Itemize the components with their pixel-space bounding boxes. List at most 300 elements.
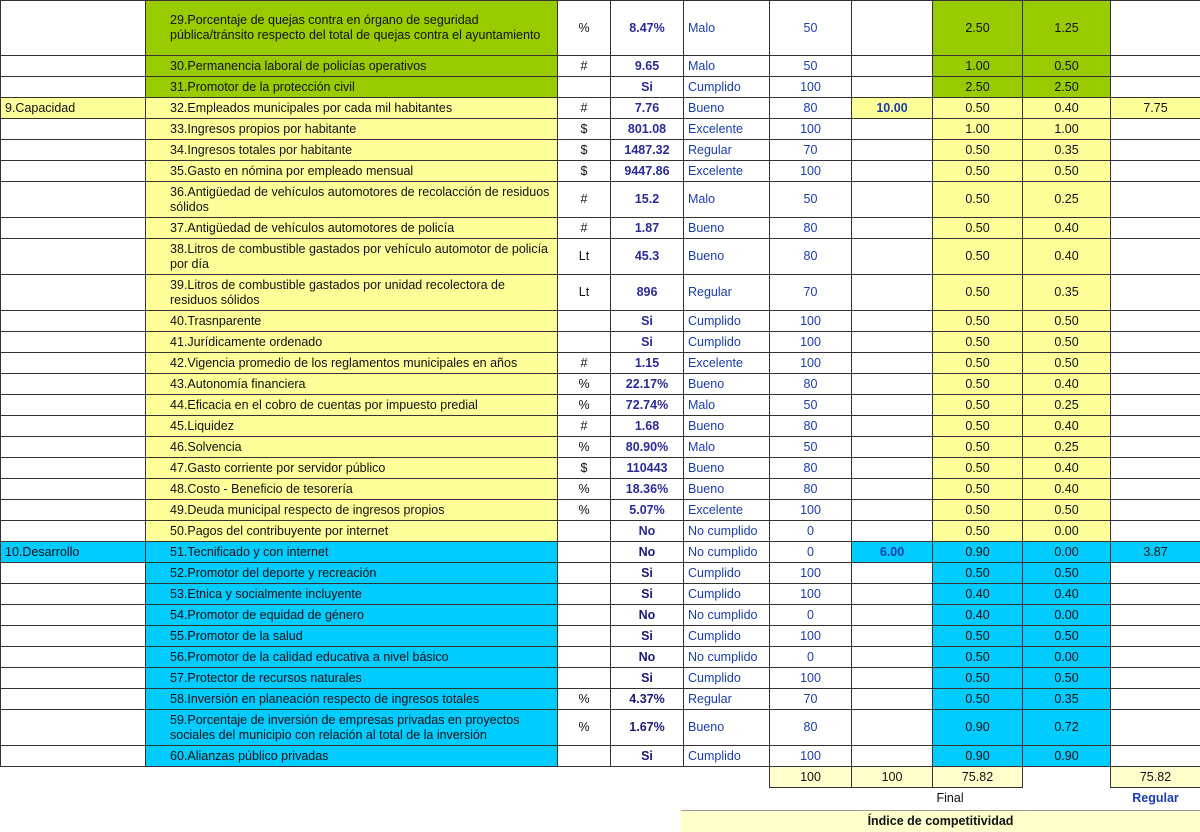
indicator-cell: 35.Gasto en nómina por empleado mensual [146, 161, 558, 182]
index-label: Índice de competitividad [868, 814, 1014, 828]
evaluation-cell: No cumplido [684, 605, 770, 626]
evaluation-cell: Malo [684, 437, 770, 458]
value-cell: 801.08 [611, 119, 684, 140]
unit-cell: % [558, 689, 611, 710]
indicator-cell: 39.Litros de combustible gastados por unidad recolectora de residuos sólidos [146, 275, 558, 311]
value-cell: 45.3 [611, 239, 684, 275]
weight-cell: 0.50 [933, 500, 1023, 521]
category-points-cell [852, 668, 933, 689]
category-total-cell [1111, 56, 1200, 77]
value-cell: Si [611, 746, 684, 767]
result-cell: 0.40 [1023, 458, 1111, 479]
indicator-cell: 37.Antigüedad de vehículos automotores de policía [146, 218, 558, 239]
category-total-cell [1111, 563, 1200, 584]
value-cell: 80.90% [611, 437, 684, 458]
category-total-cell [1111, 1, 1200, 56]
evaluation-cell: No cumplido [684, 647, 770, 668]
unit-cell [558, 311, 611, 332]
category-total-cell [1111, 275, 1200, 311]
final-rating: Regular [1111, 788, 1200, 809]
score-cell: 100 [770, 311, 852, 332]
evaluation-cell: Cumplido [684, 332, 770, 353]
table-row [1, 521, 1200, 542]
category-cell [1, 584, 146, 605]
table-row [1, 119, 1200, 140]
unit-cell: # [558, 56, 611, 77]
score-cell: 0 [770, 647, 852, 668]
table-row [1, 275, 1200, 311]
value-cell: 9.65 [611, 56, 684, 77]
weight-cell: 0.50 [933, 668, 1023, 689]
category-total-cell: 7.75 [1111, 98, 1200, 119]
category-points-cell [852, 521, 933, 542]
evaluation-cell: Regular [684, 689, 770, 710]
category-cell [1, 182, 146, 218]
table-row [1, 353, 1200, 374]
evaluation-cell: Bueno [684, 98, 770, 119]
score-cell: 0 [770, 605, 852, 626]
indicator-cell: 42.Vigencia promedio de los reglamentos municipales en años [146, 353, 558, 374]
score-cell: 80 [770, 458, 852, 479]
table-row [1, 542, 1200, 563]
result-cell: 0.40 [1023, 416, 1111, 437]
unit-cell [558, 626, 611, 647]
indicator-cell: 48.Costo - Beneficio de tesorería [146, 479, 558, 500]
weight-cell: 0.40 [933, 584, 1023, 605]
indicator-cell: 46.Solvencia [146, 437, 558, 458]
category-points-cell [852, 353, 933, 374]
category-points-cell [852, 161, 933, 182]
unit-cell [558, 647, 611, 668]
value-cell: 18.36% [611, 479, 684, 500]
table-row [1, 161, 1200, 182]
table-row [1, 182, 1200, 218]
evaluation-cell: Cumplido [684, 668, 770, 689]
table-row [1, 647, 1200, 668]
score-cell: 100 [770, 584, 852, 605]
result-cell: 0.50 [1023, 626, 1111, 647]
category-total-cell [1111, 182, 1200, 218]
value-cell: Si [611, 668, 684, 689]
result-cell: 0.35 [1023, 140, 1111, 161]
category-cell: 10.Desarrollo [1, 542, 146, 563]
category-points-cell [852, 626, 933, 647]
value-cell: Si [611, 584, 684, 605]
table-row [1, 500, 1200, 521]
score-cell: 80 [770, 374, 852, 395]
category-points-cell [852, 746, 933, 767]
category-total-cell [1111, 77, 1200, 98]
weight-cell: 0.50 [933, 521, 1023, 542]
score-cell: 100 [770, 626, 852, 647]
score-cell: 70 [770, 275, 852, 311]
unit-cell [558, 668, 611, 689]
category-points-cell [852, 140, 933, 161]
table-row [1, 668, 1200, 689]
table-row [1, 77, 1200, 98]
unit-cell: % [558, 1, 611, 56]
weight-cell: 1.00 [933, 119, 1023, 140]
value-cell: No [611, 605, 684, 626]
result-cell: 1.00 [1023, 119, 1111, 140]
unit-cell [558, 563, 611, 584]
category-points-cell [852, 275, 933, 311]
weight-cell: 0.90 [933, 746, 1023, 767]
category-total-cell [1111, 119, 1200, 140]
evaluation-cell: Bueno [684, 416, 770, 437]
table-row [1, 458, 1200, 479]
indicator-cell: 33.Ingresos propios por habitante [146, 119, 558, 140]
table-row [1, 437, 1200, 458]
unit-cell: # [558, 218, 611, 239]
evaluation-cell: Cumplido [684, 311, 770, 332]
value-cell: Si [611, 77, 684, 98]
evaluation-cell: Malo [684, 1, 770, 56]
table-row [1, 416, 1200, 437]
score-cell: 100 [770, 746, 852, 767]
category-total-cell [1111, 647, 1200, 668]
category-cell [1, 1, 146, 56]
unit-cell: % [558, 374, 611, 395]
value-cell: 1.67% [611, 710, 684, 746]
evaluation-cell: Malo [684, 395, 770, 416]
unit-cell [558, 542, 611, 563]
result-cell: 0.25 [1023, 395, 1111, 416]
category-total-cell [1111, 161, 1200, 182]
result-cell: 0.40 [1023, 239, 1111, 275]
evaluation-cell: Excelente [684, 161, 770, 182]
evaluation-cell: Bueno [684, 479, 770, 500]
indicator-cell: 51.Tecnificado y con internet [146, 542, 558, 563]
value-cell: 1.15 [611, 353, 684, 374]
category-cell [1, 140, 146, 161]
category-total-cell [1111, 668, 1200, 689]
evaluation-cell: Malo [684, 56, 770, 77]
weight-cell: 0.50 [933, 332, 1023, 353]
category-total-cell [1111, 416, 1200, 437]
category-cell [1, 218, 146, 239]
unit-cell [558, 584, 611, 605]
value-cell: 15.2 [611, 182, 684, 218]
category-points-cell [852, 56, 933, 77]
indicator-cell: 57.Protector de recursos naturales [146, 668, 558, 689]
unit-cell: $ [558, 140, 611, 161]
result-cell: 0.00 [1023, 647, 1111, 668]
evaluation-cell: Bueno [684, 458, 770, 479]
category-cell [1, 353, 146, 374]
result-cell: 0.40 [1023, 218, 1111, 239]
indicator-cell: 59.Porcentaje de inversión de empresas privadas en proyectos sociales del municipio con relación al total de la inversión [146, 710, 558, 746]
evaluation-cell: Cumplido [684, 746, 770, 767]
weight-cell: 0.50 [933, 182, 1023, 218]
result-cell: 0.50 [1023, 311, 1111, 332]
unit-cell: Lt [558, 239, 611, 275]
result-cell: 0.50 [1023, 353, 1111, 374]
indicator-cell: 40.Trasnparente [146, 311, 558, 332]
category-cell [1, 161, 146, 182]
weight-cell: 0.50 [933, 416, 1023, 437]
category-points-cell [852, 479, 933, 500]
unit-cell: # [558, 182, 611, 218]
category-total-cell [1111, 353, 1200, 374]
category-points-cell [852, 710, 933, 746]
evaluation-cell: Malo [684, 182, 770, 218]
final-total: 75.82 [1111, 767, 1200, 788]
unit-cell: % [558, 437, 611, 458]
category-cell [1, 239, 146, 275]
result-cell: 0.35 [1023, 275, 1111, 311]
indicator-cell: 50.Pagos del contribuyente por internet [146, 521, 558, 542]
weight-cell: 0.50 [933, 239, 1023, 275]
category-points-cell [852, 332, 933, 353]
result-cell: 0.25 [1023, 437, 1111, 458]
category-total-cell [1111, 437, 1200, 458]
category-total-cell [1111, 311, 1200, 332]
category-total-cell [1111, 239, 1200, 275]
value-cell: 1.87 [611, 218, 684, 239]
score-cell: 80 [770, 416, 852, 437]
indicator-cell: 36.Antigüedad de vehículos automotores de recolacción de residuos sólidos [146, 182, 558, 218]
score-cell: 80 [770, 479, 852, 500]
category-cell [1, 416, 146, 437]
category-cell [1, 710, 146, 746]
unit-cell: % [558, 500, 611, 521]
category-total-cell [1111, 521, 1200, 542]
category-total-cell [1111, 479, 1200, 500]
category-total-cell [1111, 710, 1200, 746]
value-cell: Si [611, 311, 684, 332]
score-cell: 100 [770, 332, 852, 353]
category-total-cell [1111, 584, 1200, 605]
result-cell: 0.50 [1023, 500, 1111, 521]
table-row [1, 584, 1200, 605]
unit-cell [558, 332, 611, 353]
category-points-cell [852, 605, 933, 626]
category-total-cell [1111, 500, 1200, 521]
category-total-cell [1111, 140, 1200, 161]
evaluation-cell: No cumplido [684, 521, 770, 542]
result-cell: 0.00 [1023, 542, 1111, 563]
category-cell [1, 689, 146, 710]
result-cell: 0.50 [1023, 563, 1111, 584]
result-cell: 0.00 [1023, 605, 1111, 626]
unit-cell: $ [558, 161, 611, 182]
indicator-cell: 58.Inversión en planeación respecto de ingresos totales [146, 689, 558, 710]
weight-cell: 0.50 [933, 437, 1023, 458]
unit-cell: $ [558, 119, 611, 140]
value-cell: 5.07% [611, 500, 684, 521]
category-points-cell [852, 1, 933, 56]
unit-cell: Lt [558, 275, 611, 311]
unit-cell: $ [558, 458, 611, 479]
result-cell: 0.50 [1023, 332, 1111, 353]
indicator-cell: 44.Eficacia en el cobro de cuentas por impuesto predial [146, 395, 558, 416]
category-total-cell [1111, 332, 1200, 353]
weight-cell: 0.50 [933, 479, 1023, 500]
category-points-cell [852, 374, 933, 395]
table-row [1, 140, 1200, 161]
footer-empty [1, 767, 146, 788]
category-cell [1, 500, 146, 521]
value-cell: Si [611, 563, 684, 584]
table-row [1, 98, 1200, 119]
weight-cell: 0.50 [933, 161, 1023, 182]
table-row [1, 710, 1200, 746]
weight-cell: 0.50 [933, 374, 1023, 395]
score-cell: 80 [770, 710, 852, 746]
value-cell: 896 [611, 275, 684, 311]
indicator-cell: 53.Etnica y socialmente incluyente [146, 584, 558, 605]
result-cell: 0.40 [1023, 584, 1111, 605]
table-footer [1, 767, 1200, 809]
category-cell [1, 77, 146, 98]
result-cell: 0.90 [1023, 746, 1111, 767]
category-cell [1, 626, 146, 647]
category-cell [1, 311, 146, 332]
indicator-cell: 29.Porcentaje de quejas contra en órgano de seguridad pública/tránsito respecto del total de quejas contra el ayuntamiento [146, 1, 558, 56]
score-cell: 80 [770, 98, 852, 119]
indicator-cell: 52.Promotor del deporte y recreación [146, 563, 558, 584]
category-points-cell [852, 182, 933, 218]
category-points-cell [852, 239, 933, 275]
value-cell: 7.76 [611, 98, 684, 119]
result-total: 75.82 [933, 767, 1023, 788]
result-cell: 0.40 [1023, 479, 1111, 500]
category-points-cell [852, 647, 933, 668]
result-cell: 0.72 [1023, 710, 1111, 746]
value-cell: 22.17% [611, 374, 684, 395]
table-row [1, 479, 1200, 500]
indicator-cell: 54.Promotor de equidad de género [146, 605, 558, 626]
indicator-cell: 55.Promotor de la salud [146, 626, 558, 647]
category-cell [1, 479, 146, 500]
category-total-cell [1111, 374, 1200, 395]
weight-cell: 0.50 [933, 458, 1023, 479]
category-points-cell: 6.00 [852, 542, 933, 563]
category-points-cell [852, 311, 933, 332]
table-row [1, 332, 1200, 353]
value-cell: 1487.32 [611, 140, 684, 161]
table-row [1, 56, 1200, 77]
score-cell: 80 [770, 239, 852, 275]
score-cell: 0 [770, 542, 852, 563]
weight-cell: 2.50 [933, 77, 1023, 98]
table-row [1, 689, 1200, 710]
indicator-cell: 56.Promotor de la calidad educativa a nivel básico [146, 647, 558, 668]
evaluation-cell: Regular [684, 275, 770, 311]
table-body [1, 1, 1200, 767]
category-cell [1, 605, 146, 626]
evaluation-cell: No cumplido [684, 542, 770, 563]
category-total-cell [1111, 395, 1200, 416]
evaluation-cell: Cumplido [684, 626, 770, 647]
value-cell: No [611, 521, 684, 542]
table-row [1, 1, 1200, 56]
weight-cell: 0.90 [933, 542, 1023, 563]
value-cell: No [611, 542, 684, 563]
category-total-cell [1111, 689, 1200, 710]
category-points-cell [852, 395, 933, 416]
unit-cell [558, 605, 611, 626]
result-cell: 0.25 [1023, 182, 1111, 218]
value-cell: Si [611, 626, 684, 647]
evaluation-cell: Excelente [684, 119, 770, 140]
score-cell: 80 [770, 218, 852, 239]
category-points-cell [852, 500, 933, 521]
result-cell: 0.50 [1023, 56, 1111, 77]
table-row [1, 374, 1200, 395]
weight-cell: 1.00 [933, 56, 1023, 77]
category-cell [1, 332, 146, 353]
weight-cell: 0.90 [933, 710, 1023, 746]
category-cell [1, 119, 146, 140]
category-points-cell [852, 416, 933, 437]
evaluation-cell: Excelente [684, 353, 770, 374]
weight-total: 100 [852, 767, 933, 788]
result-cell: 0.00 [1023, 521, 1111, 542]
weight-cell: 0.50 [933, 647, 1023, 668]
result-cell: 0.40 [1023, 98, 1111, 119]
weight-cell: 2.50 [933, 1, 1023, 56]
score-cell: 100 [770, 500, 852, 521]
score-cell: 100 [770, 161, 852, 182]
category-total-cell [1111, 218, 1200, 239]
indicator-cell: 43.Autonomía financiera [146, 374, 558, 395]
category-cell [1, 647, 146, 668]
indicator-cell: 31.Promotor de la protección civil [146, 77, 558, 98]
category-cell [1, 275, 146, 311]
category-points-cell [852, 563, 933, 584]
evaluation-cell: Bueno [684, 218, 770, 239]
category-points-cell [852, 458, 933, 479]
weight-cell: 0.50 [933, 689, 1023, 710]
indicator-cell: 38.Litros de combustible gastados por vehículo automotor de policía por día [146, 239, 558, 275]
table-row [1, 746, 1200, 767]
unit-cell: # [558, 353, 611, 374]
indicator-cell: 32.Empleados municipales por cada mil habitantes [146, 98, 558, 119]
unit-cell: % [558, 710, 611, 746]
table-row [1, 395, 1200, 416]
score-cell: 100 [770, 119, 852, 140]
table-row [1, 605, 1200, 626]
value-cell: 8.47% [611, 1, 684, 56]
value-cell: 4.37% [611, 689, 684, 710]
category-total-cell: 3.87 [1111, 542, 1200, 563]
score-cell: 50 [770, 437, 852, 458]
score-cell: 50 [770, 56, 852, 77]
score-cell: 100 [770, 563, 852, 584]
category-cell [1, 563, 146, 584]
score-cell: 100 [770, 77, 852, 98]
evaluation-cell: Bueno [684, 374, 770, 395]
category-cell [1, 395, 146, 416]
unit-cell [558, 746, 611, 767]
indicator-cell: 30.Permanencia laboral de policías operativos [146, 56, 558, 77]
table-row [1, 218, 1200, 239]
weight-cell: 0.50 [933, 395, 1023, 416]
result-cell: 1.25 [1023, 1, 1111, 56]
weight-cell: 0.50 [933, 140, 1023, 161]
index-label-box [681, 810, 1200, 832]
category-points-cell [852, 689, 933, 710]
category-points-cell [852, 218, 933, 239]
result-cell: 2.50 [1023, 77, 1111, 98]
points-total: 100 [770, 767, 852, 788]
indicator-cell: 45.Liquidez [146, 416, 558, 437]
table-row [1, 626, 1200, 647]
evaluation-cell: Bueno [684, 710, 770, 746]
weight-cell: 0.50 [933, 218, 1023, 239]
